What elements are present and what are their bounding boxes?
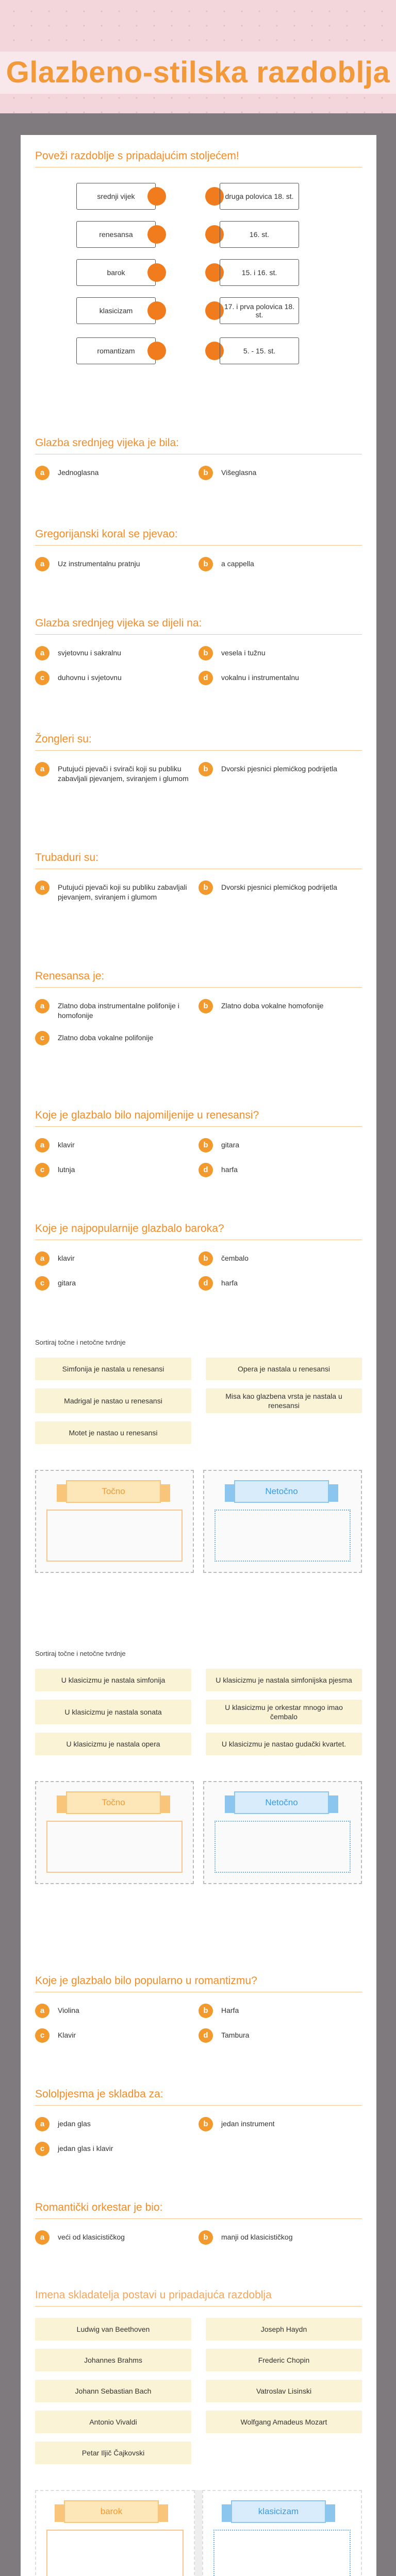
sort-bin[interactable] <box>35 1781 194 1884</box>
answer-option[interactable] <box>199 2117 362 2131</box>
drop-zone[interactable] <box>46 1510 183 1562</box>
option-text: lutnja <box>58 1165 75 1174</box>
question-title: Renesansa je: <box>35 970 362 988</box>
draggable-chip[interactable]: U klasicizmu je nastala simfonijska pjesma <box>206 1669 362 1691</box>
question-q2 <box>35 436 362 490</box>
answer-option[interactable] <box>35 1276 199 1291</box>
option-text: vesela i tužnu <box>221 649 266 657</box>
option-letter-badge: c <box>35 2028 50 2043</box>
question-q5 <box>35 733 362 794</box>
options-list <box>35 999 362 1056</box>
option-letter-badge: b <box>199 646 213 660</box>
match-right-item[interactable]: 5. - 15. st. <box>220 337 299 364</box>
option-letter-badge: a <box>35 2230 50 2245</box>
question-title: Glazba srednjeg vijeka se dijeli na: <box>35 617 362 635</box>
options-list <box>35 1251 362 1301</box>
match-left-item[interactable]: barok <box>76 259 156 286</box>
composer-bins <box>35 2490 362 2576</box>
option-letter-badge: b <box>199 2230 213 2245</box>
bin-label: Točno <box>66 1480 161 1503</box>
match-right-item[interactable]: 16. st. <box>220 221 299 248</box>
chip-pool <box>35 1358 362 1444</box>
sort-bin[interactable] <box>35 2490 195 2576</box>
draggable-chip[interactable]: U klasicizmu je orkestar mnogo imao čembalo <box>206 1700 362 1724</box>
bin-ribbon <box>57 1480 170 1503</box>
option-letter-badge: c <box>35 1031 50 1045</box>
match-left-connector[interactable] <box>147 301 166 320</box>
question-title: Poveži razdoblje s pripadajućim stoljećem! <box>35 149 362 167</box>
answer-option[interactable] <box>35 2117 199 2131</box>
question-q4 <box>35 617 362 696</box>
answer-option[interactable] <box>199 557 362 571</box>
options-list <box>35 2004 362 2053</box>
draggable-chip[interactable]: Madrigal je nastao u renesansi <box>35 1388 191 1413</box>
answer-option[interactable] <box>35 880 199 902</box>
question-sort-renesansa <box>35 1338 362 1573</box>
option-text: manji od klasicističkog <box>221 2233 293 2241</box>
draggable-chip[interactable]: Johannes Brahms <box>35 2349 191 2371</box>
option-text: duhovnu i svjetovnu <box>58 673 122 682</box>
bin-label: Točno <box>66 1791 161 1814</box>
question-title: Koje je najpopularnije glazbalo baroka? <box>35 1222 362 1240</box>
answer-option[interactable] <box>199 2028 362 2043</box>
option-text: vokalnu i instrumentalnu <box>221 673 299 682</box>
option-text: veći od klasicističkog <box>58 2233 125 2241</box>
match-row <box>35 255 362 293</box>
option-text: Zlatno doba vokalne homofonije <box>221 1002 324 1010</box>
answer-option[interactable] <box>35 646 199 660</box>
question-title: Imena skladatelja postavi u pripadajuća razdoblja <box>35 2289 362 2307</box>
answer-option[interactable] <box>199 1138 362 1153</box>
answer-option[interactable] <box>199 466 362 480</box>
option-letter-badge: a <box>35 1251 50 1266</box>
option-letter-badge: d <box>199 671 213 685</box>
match-left-connector[interactable] <box>147 187 166 206</box>
match-left-item[interactable]: romantizam <box>76 337 156 364</box>
option-letter-badge: c <box>35 2142 50 2156</box>
draggable-chip[interactable]: Wolfgang Amadeus Mozart <box>206 2411 362 2433</box>
question-title: Sololpjesma je skladba za: <box>35 2088 362 2106</box>
draggable-chip[interactable]: Opera je nastala u renesansi <box>206 1358 362 1380</box>
question-sort-composers <box>35 2289 362 2576</box>
option-text: harfa <box>221 1279 238 1287</box>
answer-option[interactable] <box>199 999 362 1021</box>
option-text: Dvorski pjesnici plemićkog podrijetla <box>221 883 337 891</box>
bin-ribbon <box>222 2500 335 2523</box>
answer-option[interactable] <box>35 762 199 784</box>
sort-bin[interactable] <box>203 1470 362 1573</box>
draggable-chip[interactable]: Petar Iljič Čajkovski <box>35 2442 191 2464</box>
sort-bins <box>35 1781 362 1884</box>
match-row <box>35 179 362 217</box>
option-text: harfa <box>221 1165 238 1174</box>
option-letter-badge: d <box>199 1276 213 1291</box>
option-text: jedan glas <box>58 2120 91 2128</box>
option-letter-badge: d <box>199 2028 213 2043</box>
match-left-connector[interactable] <box>147 342 166 360</box>
chip-pool <box>35 2318 362 2464</box>
worksheet <box>21 135 376 2576</box>
answer-option[interactable] <box>35 466 199 480</box>
options-list <box>35 880 362 912</box>
match-left-connector[interactable] <box>147 225 166 244</box>
answer-option[interactable] <box>35 1138 199 1153</box>
draggable-chip[interactable]: Johann Sebastian Bach <box>35 2380 191 2402</box>
answer-option[interactable] <box>199 2004 362 2018</box>
draggable-chip[interactable]: Vatroslav Lisinski <box>206 2380 362 2402</box>
draggable-chip[interactable]: U klasicizmu je nastala sonata <box>35 1700 191 1724</box>
answer-option[interactable] <box>199 880 362 902</box>
chip-pool <box>35 1669 362 1755</box>
option-letter-badge: b <box>199 466 213 480</box>
match-row <box>35 293 362 333</box>
option-text: Putujući pjevači i svirači koji su publiku zabavljali pjevanjem, sviranjem i glumom <box>58 765 189 783</box>
bin-label: Netočno <box>234 1791 329 1814</box>
answer-option[interactable] <box>35 2230 199 2245</box>
question-label: Sortiraj točne i netočne tvrdnje <box>35 1338 126 1346</box>
option-text: Zlatno doba instrumentalne polifonije i homofonije <box>58 1002 179 1020</box>
option-letter-badge: c <box>35 1276 50 1291</box>
option-letter-badge: a <box>35 2004 50 2018</box>
option-text: jedan glas i klavir <box>58 2144 113 2153</box>
match-right-item[interactable]: druga polovica 18. st. <box>220 183 299 210</box>
question-q3 <box>35 528 362 582</box>
options-list <box>35 466 362 490</box>
question-title: Gregorijanski koral se pjevao: <box>35 528 362 546</box>
question-title: Koje je glazbalo bilo najomiljenije u renesansi? <box>35 1109 362 1127</box>
drop-zone[interactable] <box>214 1510 351 1562</box>
question-label: Sortiraj točne i netočne tvrdnje <box>35 1650 126 1657</box>
question-q13 <box>35 2088 362 2166</box>
question-q14 <box>35 2201 362 2255</box>
options-list <box>35 646 362 696</box>
bin-ribbon <box>55 2500 168 2523</box>
option-text: Dvorski pjesnici plemićkog podrijetla <box>221 765 337 773</box>
options-list <box>35 557 362 582</box>
draggable-chip[interactable]: Antonio Vivaldi <box>35 2411 191 2433</box>
option-letter-badge: b <box>199 1251 213 1266</box>
sort-bin[interactable] <box>35 1470 194 1573</box>
option-letter-badge: a <box>35 880 50 895</box>
bin-ribbon <box>57 1791 170 1814</box>
answer-option[interactable] <box>199 646 362 660</box>
option-letter-badge: a <box>35 1138 50 1153</box>
answer-option[interactable] <box>199 762 362 784</box>
sort-bins <box>35 1470 362 1573</box>
question-match-centuries <box>35 149 362 371</box>
option-letter-badge: a <box>35 762 50 776</box>
question-q6 <box>35 851 362 912</box>
bin-label: klasicizam <box>231 2500 326 2523</box>
match-rows <box>35 179 362 371</box>
option-letter-badge: b <box>199 557 213 571</box>
option-text: Putujući pjevači koji su publiku zabavljali pjevanjem, sviranjem i glumom <box>58 883 187 901</box>
option-text: a cappella <box>221 560 254 568</box>
answer-option[interactable] <box>35 1031 199 1045</box>
answer-option[interactable] <box>35 999 199 1021</box>
option-letter-badge: b <box>199 2004 213 2018</box>
option-text: Uz instrumentalnu pratnju <box>58 560 140 568</box>
option-text: Zlatno doba vokalne polifonije <box>58 1033 154 1042</box>
option-letter-badge: a <box>35 646 50 660</box>
option-letter-badge: c <box>35 1163 50 1177</box>
answer-option[interactable] <box>35 671 199 685</box>
question-q8 <box>35 1109 362 1188</box>
question-title: Žongleri su: <box>35 733 362 751</box>
option-text: Tambura <box>221 2031 250 2039</box>
answer-option[interactable] <box>35 557 199 571</box>
options-list <box>35 2117 362 2166</box>
drop-zone[interactable] <box>46 2530 184 2576</box>
options-list <box>35 1138 362 1188</box>
option-text: Harfa <box>221 2006 239 2014</box>
question-sort-klasicizam <box>35 1650 362 1884</box>
answer-option[interactable] <box>199 1251 362 1266</box>
draggable-chip[interactable]: Frederic Chopin <box>206 2349 362 2371</box>
sort-bin[interactable] <box>202 2490 362 2576</box>
option-text: svjetovnu i sakralnu <box>58 649 121 657</box>
match-right-item[interactable]: 17. i prva polovica 18. st. <box>220 297 299 324</box>
match-left-item[interactable]: renesansa <box>76 221 156 248</box>
drop-zone[interactable] <box>213 2530 351 2576</box>
question-title: Romantički orkestar je bio: <box>35 2201 362 2219</box>
option-text: klavir <box>58 1141 75 1149</box>
answer-option[interactable] <box>199 2230 362 2245</box>
option-letter-badge: d <box>199 1163 213 1177</box>
option-text: Klavir <box>58 2031 76 2039</box>
option-letter-badge: a <box>35 999 50 1013</box>
question-q12 <box>35 1974 362 2053</box>
option-text: gitara <box>58 1279 76 1287</box>
option-letter-badge: a <box>35 466 50 480</box>
option-text: jedan instrument <box>221 2120 275 2128</box>
page-title: Glazbeno-stilska razdoblja <box>6 56 390 89</box>
match-row <box>35 217 362 255</box>
drop-zone[interactable] <box>46 1821 183 1873</box>
options-list <box>35 2230 362 2255</box>
answer-option[interactable] <box>35 2142 199 2156</box>
option-text: klavir <box>58 1254 75 1262</box>
answer-option[interactable] <box>35 2004 199 2018</box>
draggable-chip[interactable]: U klasicizmu je nastao gudački kvartet. <box>206 1733 362 1755</box>
option-letter-badge: a <box>35 2117 50 2131</box>
option-letter-badge: b <box>199 999 213 1013</box>
bin-ribbon <box>225 1480 338 1503</box>
match-left-connector[interactable] <box>147 263 166 282</box>
answer-option[interactable] <box>35 1163 199 1177</box>
match-left-item[interactable]: klasicizam <box>76 297 156 324</box>
draggable-chip[interactable]: Joseph Haydn <box>206 2318 362 2341</box>
option-text: Violina <box>58 2006 79 2014</box>
answer-option[interactable] <box>199 671 362 685</box>
answer-option[interactable] <box>199 1163 362 1177</box>
question-title: Koje je glazbalo bilo popularno u romantizmu? <box>35 1974 362 1992</box>
draggable-chip[interactable]: Simfonija je nastala u renesansi <box>35 1358 191 1380</box>
option-text: čembalo <box>221 1254 249 1262</box>
question-q9 <box>35 1222 362 1301</box>
question-q7 <box>35 970 362 1056</box>
option-letter-badge: c <box>35 671 50 685</box>
answer-option[interactable] <box>35 1251 199 1266</box>
answer-option[interactable] <box>35 2028 199 2043</box>
option-letter-badge: b <box>199 880 213 895</box>
question-title: Trubaduri su: <box>35 851 362 869</box>
option-letter-badge: b <box>199 2117 213 2131</box>
option-text: gitara <box>221 1141 240 1149</box>
bin-label: Netočno <box>234 1480 329 1503</box>
option-letter-badge: b <box>199 1138 213 1153</box>
option-text: Višeglasna <box>221 468 257 477</box>
draggable-chip[interactable]: U klasicizmu je nastala opera <box>35 1733 191 1755</box>
option-letter-badge: b <box>199 762 213 776</box>
bin-label: barok <box>64 2500 159 2523</box>
draggable-chip[interactable]: Motet je nastao u renesansi <box>35 1421 191 1444</box>
match-left-item[interactable]: srednji vijek <box>76 183 156 210</box>
match-right-item[interactable]: 15. i 16. st. <box>220 259 299 286</box>
draggable-chip[interactable]: Ludwig van Beethoven <box>35 2318 191 2341</box>
drop-zone[interactable] <box>214 1821 351 1873</box>
header-banner <box>0 0 396 113</box>
options-list <box>35 762 362 794</box>
match-row <box>35 333 362 371</box>
option-text: Jednoglasna <box>58 468 99 477</box>
draggable-chip[interactable]: Misa kao glazbena vrsta je nastala u renesansi <box>206 1388 362 1413</box>
question-title: Glazba srednjeg vijeka je bila: <box>35 436 362 454</box>
bin-ribbon <box>225 1791 338 1814</box>
draggable-chip[interactable]: U klasicizmu je nastala simfonija <box>35 1669 191 1691</box>
option-letter-badge: a <box>35 557 50 571</box>
sort-bin[interactable] <box>203 1781 362 1884</box>
answer-option[interactable] <box>199 1276 362 1291</box>
